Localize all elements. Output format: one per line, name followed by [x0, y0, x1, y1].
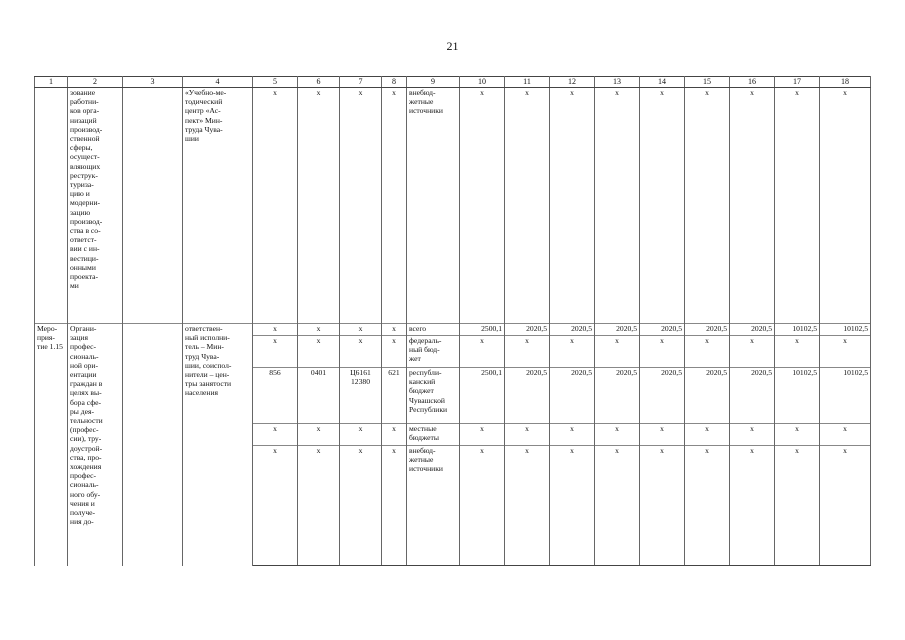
table-cell: x	[550, 424, 595, 446]
table-cell: x	[460, 336, 505, 368]
table-cell: x	[298, 336, 340, 368]
table-cell: x	[640, 88, 685, 324]
executor-cell: «Учебно-ме- тодический центр «Ас- пект» Мин- труда Чува- шии	[183, 88, 253, 324]
table-cell: 10102,5	[820, 368, 871, 424]
table-row	[35, 324, 871, 336]
header-cell: 14	[640, 77, 685, 88]
table-cell: 856	[253, 368, 298, 424]
header-cell: 13	[595, 77, 640, 88]
table-cell: 2020,5	[595, 368, 640, 424]
goal-cell	[123, 324, 183, 566]
table-row	[35, 88, 871, 324]
header-cell: 3	[123, 77, 183, 88]
table-cell: 2020,5	[730, 368, 775, 424]
table-cell: x	[820, 336, 871, 368]
header-cell: 7	[340, 77, 382, 88]
header-cell: 18	[820, 77, 871, 88]
table-cell: x	[775, 446, 820, 566]
table-cell: x	[685, 446, 730, 566]
table-cell: x	[340, 446, 382, 566]
header-cell: 16	[730, 77, 775, 88]
activity-description-cell: зование работни- ков орга- низаций производ- ственной сферы, осущест- вляющих реструк- туриза- цию и модерни- зацию производ- ства в со- ответст- вии с ин- вестици- онными проекта- ми	[68, 88, 123, 324]
header-cell: 6	[298, 77, 340, 88]
table-cell: 10102,5	[775, 368, 820, 424]
table-cell: x	[730, 336, 775, 368]
table-cell: x	[340, 336, 382, 368]
table-cell: Ц6161 12380	[340, 368, 382, 424]
table-cell: x	[730, 446, 775, 566]
table-cell: x	[298, 88, 340, 324]
table-cell: x	[595, 88, 640, 324]
header-cell: 10	[460, 77, 505, 88]
table-cell: x	[253, 446, 298, 566]
table-cell: x	[382, 336, 407, 368]
table-cell: 621	[382, 368, 407, 424]
header-cell: 2	[68, 77, 123, 88]
table-cell: x	[253, 424, 298, 446]
table-cell: x	[820, 446, 871, 566]
table-cell: 2020,5	[685, 368, 730, 424]
executor-cell: ответствен- ный исполни- тель – Мин- труд Чува- шии, соиспол- нители – цен- тры занятости населения	[183, 324, 253, 566]
table-cell: x	[505, 446, 550, 566]
table-cell: x	[505, 424, 550, 446]
table-cell: x	[253, 336, 298, 368]
table-cell: x	[775, 424, 820, 446]
table-cell: x	[298, 446, 340, 566]
table-cell: x	[820, 424, 871, 446]
header-row	[35, 77, 871, 88]
table-cell: x	[685, 424, 730, 446]
table-cell: x	[460, 424, 505, 446]
table-cell: x	[775, 336, 820, 368]
table-cell: x	[595, 336, 640, 368]
table-cell: x	[298, 424, 340, 446]
header-cell: 15	[685, 77, 730, 88]
table-cell: x	[595, 446, 640, 566]
table-cell: x	[730, 424, 775, 446]
table-cell: 2500,1	[460, 324, 505, 336]
header-cell: 5	[253, 77, 298, 88]
page-number: 21	[446, 39, 459, 53]
header-cell: 8	[382, 77, 407, 88]
activity-code-cell	[35, 88, 68, 324]
header-cell: 11	[505, 77, 550, 88]
header-cell: 1	[35, 77, 68, 88]
table-cell: 0401	[298, 368, 340, 424]
table-cell: x	[730, 88, 775, 324]
table-cell: 2020,5	[640, 368, 685, 424]
table-cell: 2020,5	[640, 324, 685, 336]
table-cell: x	[640, 424, 685, 446]
table-cell: 2020,5	[505, 324, 550, 336]
header-cell: 9	[407, 77, 460, 88]
table-cell: x	[340, 88, 382, 324]
table-cell: x	[253, 324, 298, 336]
table-cell: 2020,5	[550, 324, 595, 336]
table-cell: x	[460, 88, 505, 324]
table-cell: 2500,1	[460, 368, 505, 424]
table-cell: x	[505, 88, 550, 324]
table-cell: 2020,5	[730, 324, 775, 336]
activity-code-cell: Меро- прия- тие 1.15	[35, 324, 68, 566]
table-cell: x	[775, 88, 820, 324]
table-cell: x	[382, 88, 407, 324]
table-cell: x	[550, 446, 595, 566]
table-cell: x	[253, 88, 298, 324]
funding-source-cell: внебюд- жетные источники	[407, 446, 460, 566]
table-cell: 2020,5	[550, 368, 595, 424]
table-cell: 2020,5	[595, 324, 640, 336]
table-cell: x	[595, 424, 640, 446]
table-cell: x	[460, 446, 505, 566]
budget-table	[34, 76, 871, 566]
table-cell: x	[640, 446, 685, 566]
funding-source-cell: всего	[407, 324, 460, 336]
goal-cell	[123, 88, 183, 324]
funding-source-cell: внебюд- жетные источники	[407, 88, 460, 324]
header-cell: 12	[550, 77, 595, 88]
table-cell: x	[550, 88, 595, 324]
activity-description-cell: Органи- зация профес- сиональ- ной ори- ентации граждан в целях вы- бора сфе- ры дея- тельности (профес- сии), тру- доустрой- ства, про- хождения профес- сиональ- ного обу- чения и получе- ния до-	[68, 324, 123, 566]
table-cell: x	[820, 88, 871, 324]
table-cell: 2020,5	[505, 368, 550, 424]
table-cell: x	[505, 336, 550, 368]
header-cell: 17	[775, 77, 820, 88]
table-cell: 10102,5	[775, 324, 820, 336]
table-cell: x	[382, 424, 407, 446]
funding-source-cell: федераль- ный бюд- жет	[407, 336, 460, 368]
table-cell: x	[640, 336, 685, 368]
funding-source-cell: местные бюджеты	[407, 424, 460, 446]
table-cell: 2020,5	[685, 324, 730, 336]
table-cell: x	[685, 88, 730, 324]
table-cell: x	[685, 336, 730, 368]
table-cell: x	[550, 336, 595, 368]
table-cell: 10102,5	[820, 324, 871, 336]
table-cell: x	[382, 446, 407, 566]
table-cell: x	[298, 324, 340, 336]
header-cell: 4	[183, 77, 253, 88]
table-cell: x	[340, 424, 382, 446]
funding-source-cell: республи- канский бюджет Чувашской Республики	[407, 368, 460, 424]
table-cell: x	[340, 324, 382, 336]
table-cell: x	[382, 324, 407, 336]
